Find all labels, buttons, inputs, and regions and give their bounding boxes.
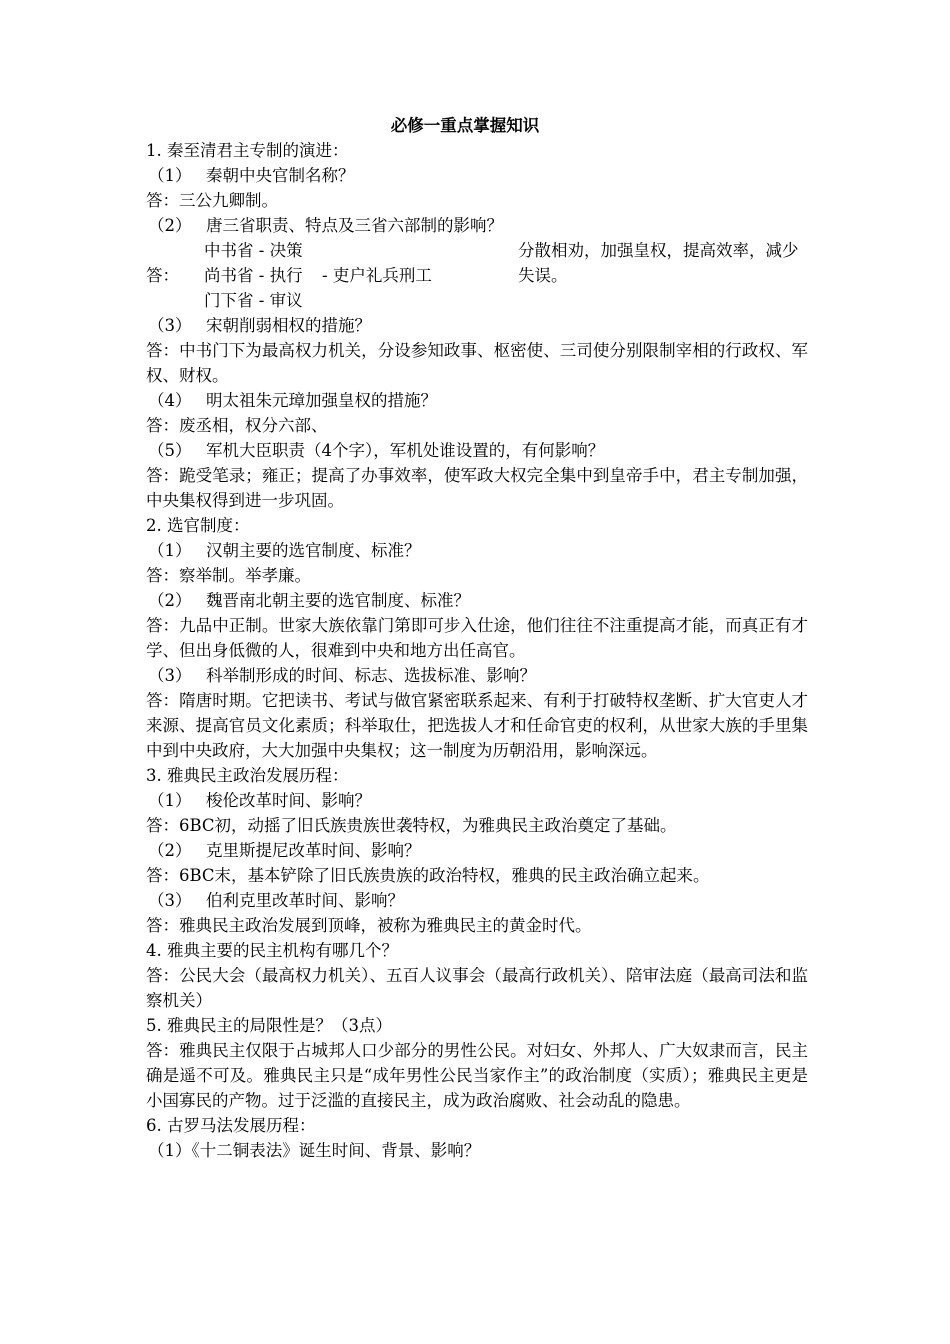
question-text: 梭伦改革时间、影响？ [206, 791, 371, 810]
question [146, 888, 808, 913]
dept-shangshu: 尚书省 - 执行 [204, 266, 303, 285]
question-text: 《十二铜表法》诞生时间、背景、影响？ [191, 1141, 481, 1160]
section-heading: 1. 秦至清君主专制的演进： [146, 141, 349, 160]
document-page [146, 113, 808, 1163]
section-heading: 6. 古罗马法发展历程： [146, 1116, 316, 1135]
question-number: （4） [148, 391, 192, 410]
answer: 答：隋唐时期。它把读书、考试与做官紧密联系起来、有利于打破特权垄断、扩大官吏人才来源、提高官员文化素质；科举取仕，把选拔人才和任命官吏的权利，从世家大族的手里集中到中央政府，大大加强中央集权；这一制度为历朝沿用，影响深远。 [146, 691, 808, 760]
question-text: 明太祖朱元璋加强皇权的措施？ [206, 391, 437, 410]
question [146, 213, 808, 238]
question [146, 788, 808, 813]
section-heading: 4. 雅典主要的民主机构有哪几个？ [146, 941, 398, 960]
question [146, 163, 808, 188]
question-text: 军机大臣职责（4个字），军机处谁设置的，有何影响？ [206, 441, 605, 460]
section-heading: 2. 选官制度： [146, 516, 250, 535]
question [146, 538, 808, 563]
question [146, 838, 808, 863]
question [146, 1138, 808, 1163]
six-ministries: - 吏户礼兵刑工 [322, 266, 432, 285]
answer: 答：三公九卿制。 [146, 191, 278, 210]
question-text: 魏晋南北朝主要的选官制度、标准？ [206, 591, 470, 610]
question [146, 588, 808, 613]
question [146, 313, 808, 338]
answer: 答：公民大会（最高权力机关）、五百人议事会（最高行政机关）、陪审法庭（最高司法和监察机关） [146, 966, 808, 1010]
answer: 答：雅典民主仅限于占城邦人口少部分的男性公民。对妇女、外邦人、广大奴隶而言，民主确是遥不可及。雅典民主只是“成年男性公民当家作主”的政治制度（实质）；雅典民主更是小国寡民的产物。过于泛滥的直接民主，成为政治腐败、社会动乱的隐患。 [146, 1041, 808, 1110]
answer: 答：九品中正制。世家大族依靠门第即可步入仕途，他们往往不注重提高才能，而真正有才学、但出身低微的人，很难到中央和地方出任高官。 [146, 616, 808, 660]
question-text: 伯利克里改革时间、影响？ [206, 891, 404, 910]
section-heading: 3. 雅典民主政治发展历程： [146, 766, 349, 785]
answer: 答：6BC初，动摇了旧氏族贵族世袭特权，为雅典民主政治奠定了基础。 [146, 816, 677, 835]
question-text: 宋朝削弱相权的措施？ [206, 316, 371, 335]
question-number: （1） [148, 791, 192, 810]
question-text: 科举制形成的时间、标志、选拔标准、影响？ [206, 666, 536, 685]
question-number: （3） [148, 891, 192, 910]
system-effect: 分散相劝，加强皇权，提高效率，减少失误。 [518, 241, 799, 285]
three-departments-table [146, 238, 808, 313]
dept-zhongshu: 中书省 - 决策 [204, 241, 303, 260]
question-number: （3） [148, 316, 192, 335]
answer: 答：跪受笔录；雍正；提高了办事效率，使军政大权完全集中到皇帝手中，君主专制加强，中央集权得到进一步巩固。 [146, 466, 808, 510]
question-text: 秦朝中央官制名称？ [206, 166, 355, 185]
question-number: （2） [148, 591, 192, 610]
answer: 答：中书门下为最高权力机关，分设参知政事、枢密使、三司使分别限制宰相的行政权、军权、财权。 [146, 341, 808, 385]
answer: 答：雅典民主政治发展到顶峰，被称为雅典民主的黄金时代。 [146, 916, 592, 935]
question-number: （1） [148, 1141, 192, 1160]
question-number: （1） [148, 166, 192, 185]
question-text: 克里斯提尼改革时间、影响？ [206, 841, 421, 860]
question-number: （2） [148, 216, 192, 235]
answer: 答：废丞相，权分六部、 [146, 416, 328, 435]
question [146, 438, 808, 463]
question [146, 388, 808, 413]
dept-menxia: 门下省 - 审议 [204, 291, 303, 310]
question [146, 663, 808, 688]
question-number: （3） [148, 666, 192, 685]
question-text: 唐三省职责、特点及三省六部制的影响？ [206, 216, 503, 235]
answer: 答：6BC末，基本铲除了旧氏族贵族的政治特权，雅典的民主政治确立起来。 [146, 866, 710, 885]
question-number: （2） [148, 841, 192, 860]
question-text: 汉朝主要的选官制度、标准？ [206, 541, 421, 560]
answer: 答：察举制。举孝廉。 [146, 566, 311, 585]
question-number: （1） [148, 541, 192, 560]
page-title: 必修一重点掌握知识 [390, 116, 540, 135]
section-heading: 5. 雅典民主的局限性是？（3点） [146, 1016, 392, 1035]
question-number: （5） [148, 441, 192, 460]
answer-label: 答： [146, 266, 179, 285]
